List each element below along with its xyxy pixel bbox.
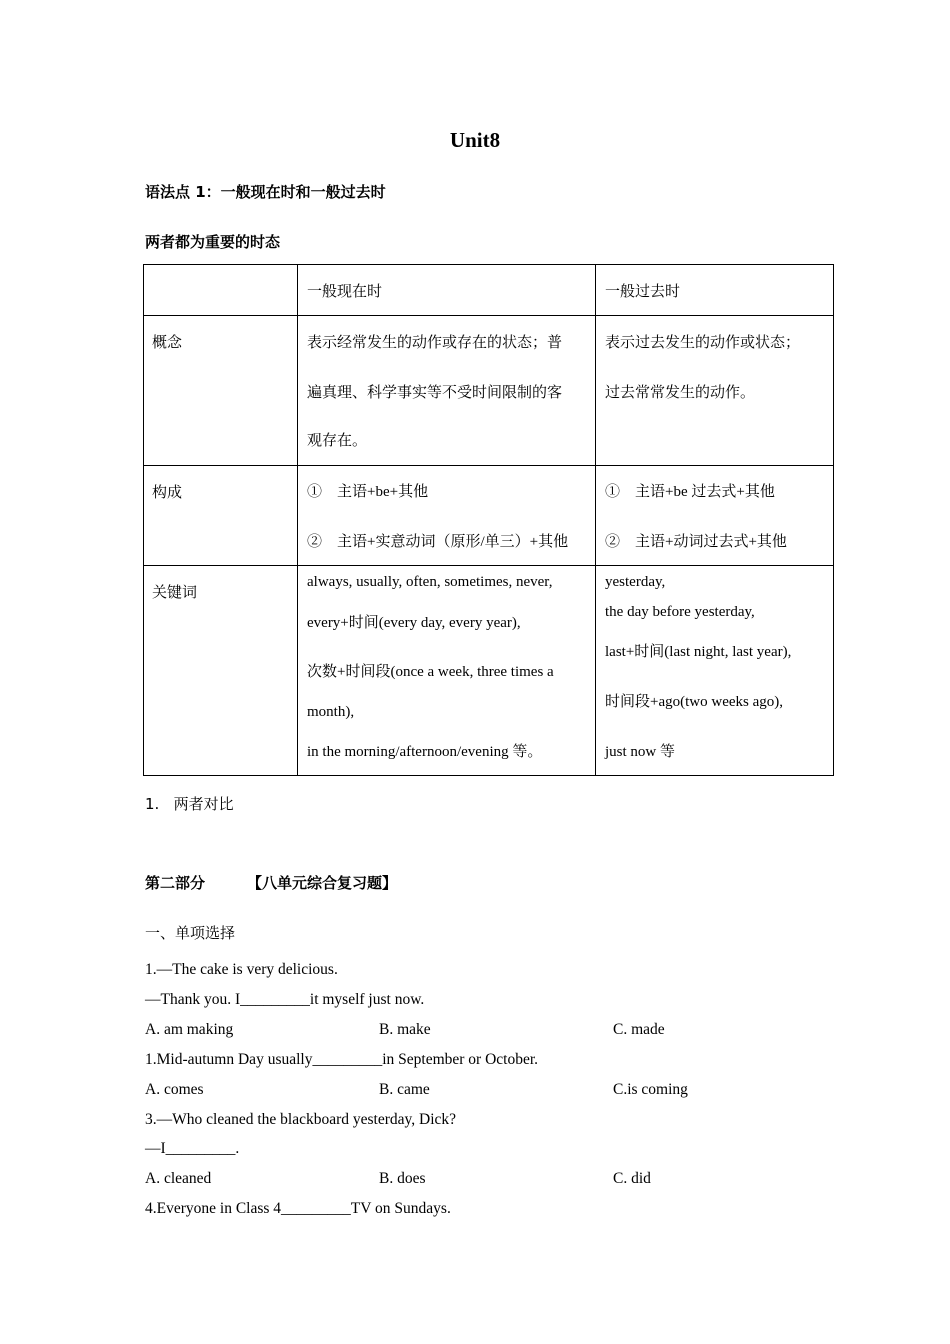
list-item: 1. 两者对比	[145, 795, 234, 813]
option-b: B. does	[379, 1170, 426, 1187]
option-b: B. make	[379, 1021, 431, 1038]
section-one-heading: 一、单项选择	[145, 924, 236, 942]
concept-present-line: 表示经常发生的动作或存在的状态；普	[307, 333, 563, 351]
option-c: C. made	[613, 1021, 665, 1038]
keywords-past-line: just now 等	[605, 744, 676, 760]
question-line: 3.—Who cleaned the blackboard yesterday, Dick?	[145, 1111, 457, 1128]
table-border-bottom	[143, 775, 834, 776]
option-a: A. comes	[145, 1081, 204, 1098]
concept-present-line: 观存在。	[307, 431, 368, 449]
concept-present-line: 遍真理、科学事实等不受时间限制的客	[307, 383, 563, 401]
option-a: A. am making	[145, 1021, 234, 1038]
concept-past-line: 过去常常发生的动作。	[605, 383, 756, 401]
part-two-label: 第二部分	[145, 874, 206, 892]
header-present: 一般现在时	[307, 282, 383, 300]
option-c: C. did	[613, 1170, 651, 1187]
tense-table	[143, 264, 834, 776]
keywords-present-line: every+时间(every day, every year),	[307, 615, 521, 631]
grammar-heading: 语法点 1：一般现在时和一般过去时	[145, 183, 386, 201]
part-two-title: 【八单元综合复习题】	[247, 874, 398, 892]
subheading: 两者都为重要的时态	[145, 233, 281, 251]
table-rule	[143, 465, 834, 466]
keywords-present-line: in the morning/afternoon/evening 等。	[307, 744, 543, 760]
keywords-past-line: last+时间(last night, last year),	[605, 644, 792, 660]
question-line: 4.Everyone in Class 4_________TV on Sundays.	[145, 1200, 451, 1217]
structure-label: 构成	[152, 483, 183, 501]
keywords-present-line: month),	[307, 704, 355, 720]
keywords-past-line: 时间段+ago(two weeks ago),	[605, 694, 784, 710]
keywords-label: 关键词	[152, 583, 198, 601]
table-border-right	[833, 264, 834, 776]
option-a: A. cleaned	[145, 1170, 212, 1187]
header-past: 一般过去时	[605, 282, 681, 300]
keywords-past-line: the day before yesterday,	[605, 604, 755, 620]
table-rule	[143, 565, 834, 566]
keywords-present-line: 次数+时间段(once a week, three times a	[307, 664, 554, 680]
structure-past-line: ② 主语+动词过去式+其他	[605, 534, 787, 550]
option-b: B. came	[379, 1081, 430, 1098]
table-rule	[143, 315, 834, 316]
concept-label: 概念	[152, 333, 183, 351]
table-rule	[297, 264, 298, 776]
option-c: C.is coming	[613, 1081, 688, 1098]
table-border-top	[143, 264, 834, 265]
table-rule	[595, 264, 596, 776]
structure-present-line: ② 主语+实意动词（原形/单三）+其他	[307, 534, 569, 550]
question-line: —Thank you. I_________it myself just now.	[145, 991, 425, 1008]
question-line: 1.—The cake is very delicious.	[145, 961, 338, 978]
keywords-present-line: always, usually, often, sometimes, never,	[307, 574, 553, 590]
question-line: —I_________.	[145, 1140, 240, 1157]
structure-present-line: ① 主语+be+其他	[307, 484, 429, 500]
keywords-past-line: yesterday,	[605, 574, 666, 590]
question-line: 1.Mid-autumn Day usually_________in September or October.	[145, 1051, 539, 1068]
concept-past-line: 表示过去发生的动作或状态；	[605, 333, 801, 351]
table-border-left	[143, 264, 144, 776]
structure-past-line: ① 主语+be 过去式+其他	[605, 484, 775, 500]
page-title: Unit8	[449, 128, 501, 152]
